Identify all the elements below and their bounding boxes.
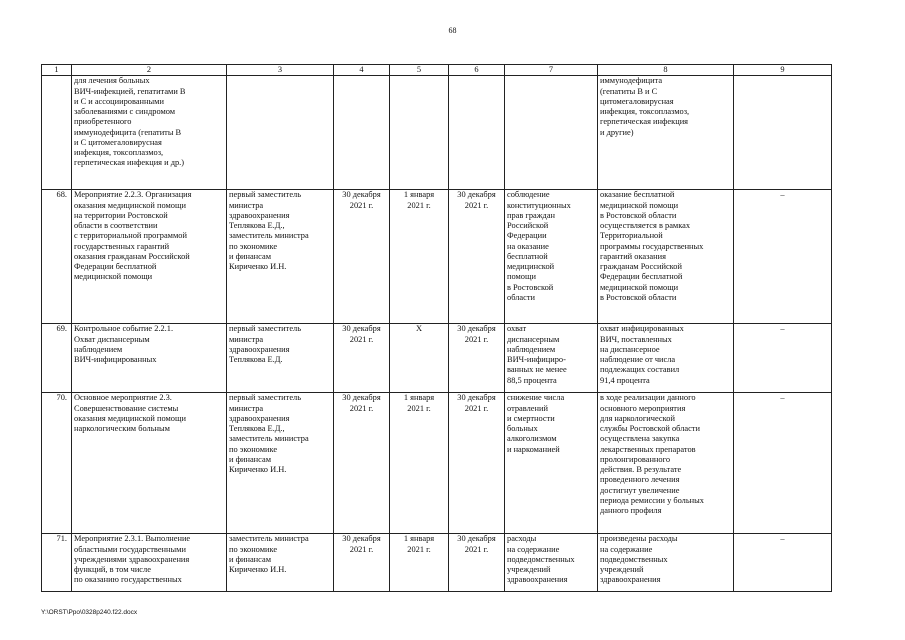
notes-text: – — [780, 534, 785, 544]
report-table — [41, 64, 832, 592]
expected-result-cell — [505, 534, 598, 592]
end-date-cell — [449, 76, 505, 190]
expected-result-cell: снижение числа отравлений и смертности больных алкоголизмом и наркоманией — [505, 393, 598, 534]
event-name-cell: Основное мероприятие 2.3. Совершенствование системы оказания медицинской помощи наркологическим больным — [72, 393, 227, 534]
start-date-cell — [390, 76, 449, 190]
actual-result-cell: охват инфицированных ВИЧ, поставленных на диспансерное наблюдение от числа подлежащих составил 91,4 процента — [598, 324, 734, 393]
table-row — [42, 393, 832, 534]
notes-cell: – — [734, 324, 832, 393]
notes-cell: – — [734, 190, 832, 324]
row-number-text: 71. — [56, 534, 67, 544]
row-number-cell: 69. — [42, 324, 72, 393]
header-cell: 2 — [72, 65, 227, 76]
expected-result-cell: охват диспансерным наблюдением ВИЧ-инфициро- ванных не менее 88,5 процента — [505, 324, 598, 393]
actual-result-text: произведены расходы на содержание подведомственных учреждений здравоохранения — [600, 534, 678, 585]
table-row — [42, 190, 832, 324]
notes-cell — [734, 76, 832, 190]
planned-date-cell — [334, 76, 390, 190]
header-cell: 5 — [390, 65, 449, 76]
planned-date-text: 30 декабря 2021 г. — [342, 534, 381, 554]
row-number-cell: 70. — [42, 393, 72, 534]
start-date-cell: Х — [390, 324, 449, 393]
event-name-cell: для лечения больных ВИЧ-инфекцией, гепатитами В и С и ассоциированными заболеваниями с синдромом приобретенного иммунодефицита (гепатиты В и С цитомегаловирусная инфекция, токсоплазмоз, герпетическая инфекция и др.) — [72, 76, 227, 190]
header-cell: 8 — [598, 65, 734, 76]
page-number: 68 — [448, 26, 457, 35]
actual-result-cell — [598, 534, 734, 592]
actual-result-cell: оказание бесплатной медицинской помощи в Ростовской области осуществляется в рамках Территориальной программы государственных гарантий оказания гражданам Российской Федерации бесплатной медицинской помощи в Ростовской области — [598, 190, 734, 324]
responsible-cell: первый заместитель министра здравоохранения Теплякова Е.Д., заместитель министра по экономике и финансам Кириченко И.Н. — [227, 393, 334, 534]
start-date-text: 1 января 2021 г. — [403, 534, 435, 554]
table-row — [42, 76, 832, 190]
row-number-cell: 68. — [42, 190, 72, 324]
end-date-cell: 30 декабря 2021 г. — [449, 190, 505, 324]
responsible-text: заместитель министра по экономике и финансам Кириченко И.Н. — [229, 534, 309, 574]
responsible-cell — [227, 534, 334, 592]
start-date-cell: 1 января 2021 г. — [390, 393, 449, 534]
planned-date-cell — [334, 534, 390, 592]
header-cell: 4 — [334, 65, 390, 76]
end-date-cell: 30 декабря 2021 г. — [449, 324, 505, 393]
actual-result-cell: иммунодефицита (гепатиты В и С цитомегаловирусная инфекция, токсоплазмоз, герпетическая инфекция и другие) — [598, 76, 734, 190]
notes-cell — [734, 534, 832, 592]
header-row — [42, 65, 832, 76]
event-name-cell — [72, 534, 227, 592]
actual-result-cell: в ходе реализации данного основного мероприятия для наркологической службы Ростовской области осуществлена закупка лекарственных препаратов пролонгированного действия. В результате проведенного лечения достигнут увеличение периода ремиссии у больных данного профиля — [598, 393, 734, 534]
end-date-text: 30 декабря 2021 г. — [457, 534, 496, 554]
header-cell: 1 — [42, 65, 72, 76]
row-number-cell — [42, 534, 72, 592]
responsible-cell — [227, 76, 334, 190]
footer-file-path: Y:\ORST\Ppo\0328p240.f22.docx — [41, 609, 138, 616]
notes-cell: – — [734, 393, 832, 534]
planned-date-cell: 30 декабря 2021 г. — [334, 324, 390, 393]
planned-date-cell: 30 декабря 2021 г. — [334, 393, 390, 534]
event-name-cell: Контрольное событие 2.2.1. Охват диспансерным наблюдением ВИЧ-инфицированных — [72, 324, 227, 393]
end-date-cell: 30 декабря 2021 г. — [449, 393, 505, 534]
end-date-cell — [449, 534, 505, 592]
event-name-cell: Мероприятие 2.2.3. Организация оказания медицинской помощи на территории Ростовской области в соответствии с территориальной программой государственных гарантий оказания гражданам Российской Федерации бесплатной медицинской помощи — [72, 190, 227, 324]
start-date-cell: 1 января 2021 г. — [390, 190, 449, 324]
header-cell: 9 — [734, 65, 832, 76]
start-date-cell — [390, 534, 449, 592]
event-name-text: Мероприятие 2.3.1. Выполнение областными государственными учреждениями здравоохранения функций, в том числе по оказанию государственных — [74, 534, 191, 585]
table-row — [42, 324, 832, 393]
table-row — [42, 534, 832, 592]
header-cell: 6 — [449, 65, 505, 76]
planned-date-cell: 30 декабря 2021 г. — [334, 190, 390, 324]
responsible-cell: первый заместитель министра здравоохранения Теплякова Е.Д., заместитель министра по экономике и финансам Кириченко И.Н. — [227, 190, 334, 324]
header-cell: 7 — [505, 65, 598, 76]
responsible-cell: первый заместитель министра здравоохранения Теплякова Е.Д. — [227, 324, 334, 393]
expected-result-text: расходы на содержание подведомственных учреждений здравоохранения — [507, 534, 575, 585]
header-cell: 3 — [227, 65, 334, 76]
expected-result-cell — [505, 76, 598, 190]
expected-result-cell: соблюдение конституционных прав граждан Российской Федерации на оказание бесплатной медицинской помощи в Ростовской области — [505, 190, 598, 324]
row-number-cell — [42, 76, 72, 190]
